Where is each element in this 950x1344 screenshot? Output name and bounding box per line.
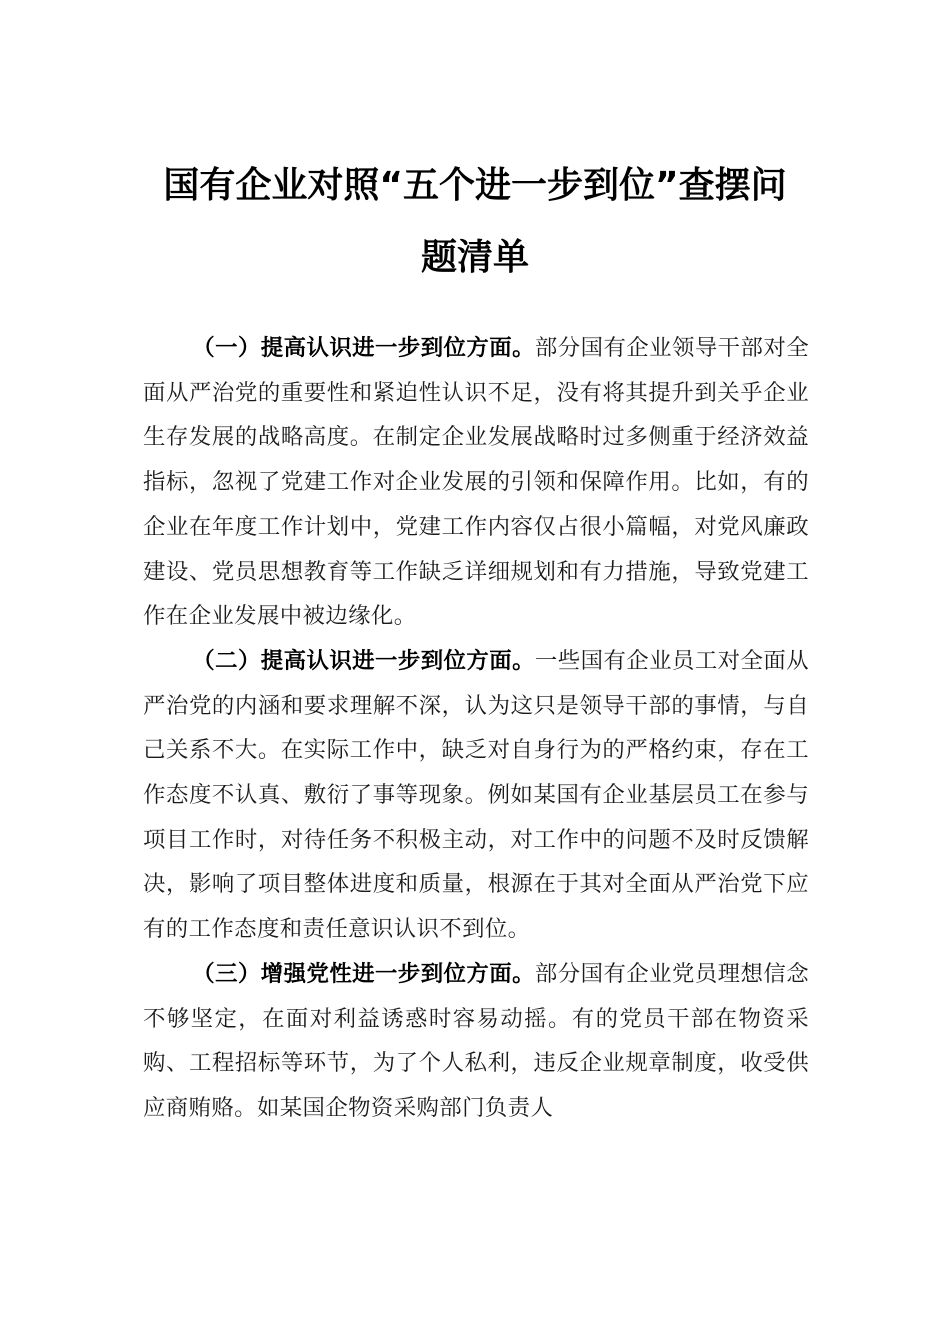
paragraph-1-text: 部分国有企业领导干部对全面从严治党的重要性和紧迫性认识不足，没有将其提升到关乎企业生存发展的战略高度。在制定企业发展战略时过多侧重于经济效益指标，忽视了党建工作对企业发展的引领和保障作用。比如，有的企业在年度工作计划中，党建工作内容仅占很小篇幅，对党风廉政建设、党员思想教育等工作缺乏详细规划和有力措施，导致党建工作在企业发展中被边缘化。	[143, 335, 809, 630]
title-line-1: 国有企业对照“五个进一步到位”查摆问	[163, 165, 787, 206]
paragraph-3	[143, 952, 809, 1131]
paragraph-2	[143, 639, 809, 952]
paragraph-2-heading: （二）提高认识进一步到位方面。	[192, 647, 535, 674]
paragraph-3-text: 部分国有企业党员理想信念不够坚定，在面对利益诱惑时容易动摇。有的党员干部在物资采购、工程招标等环节，为了个人私利，违反企业规章制度，收受供应商贿赂。如某国企物资采购部门负责人	[143, 960, 809, 1121]
paragraph-1	[143, 326, 809, 639]
paragraph-1-heading: （一）提高认识进一步到位方面。	[192, 335, 535, 361]
document-title	[140, 150, 810, 294]
paragraph-2-text: 一些国有企业员工对全面从严治党的内涵和要求理解不深，认为这只是领导干部的事情，与自己关系不大。在实际工作中，缺乏对自身行为的严格约束，存在工作态度不认真、敷衍了事等现象。例如某国有企业基层员工在参与项目工作时，对待任务不积极主动，对工作中的问题不及时反馈解决，影响了项目整体进度和质量，根源在于其对全面从严治党下应有的工作态度和责任意识认识不到位。	[143, 647, 809, 943]
document-body	[143, 326, 809, 1131]
paragraph-3-heading: （三）增强党性进一步到位方面。	[192, 960, 535, 987]
title-line-2: 题清单	[420, 237, 529, 278]
